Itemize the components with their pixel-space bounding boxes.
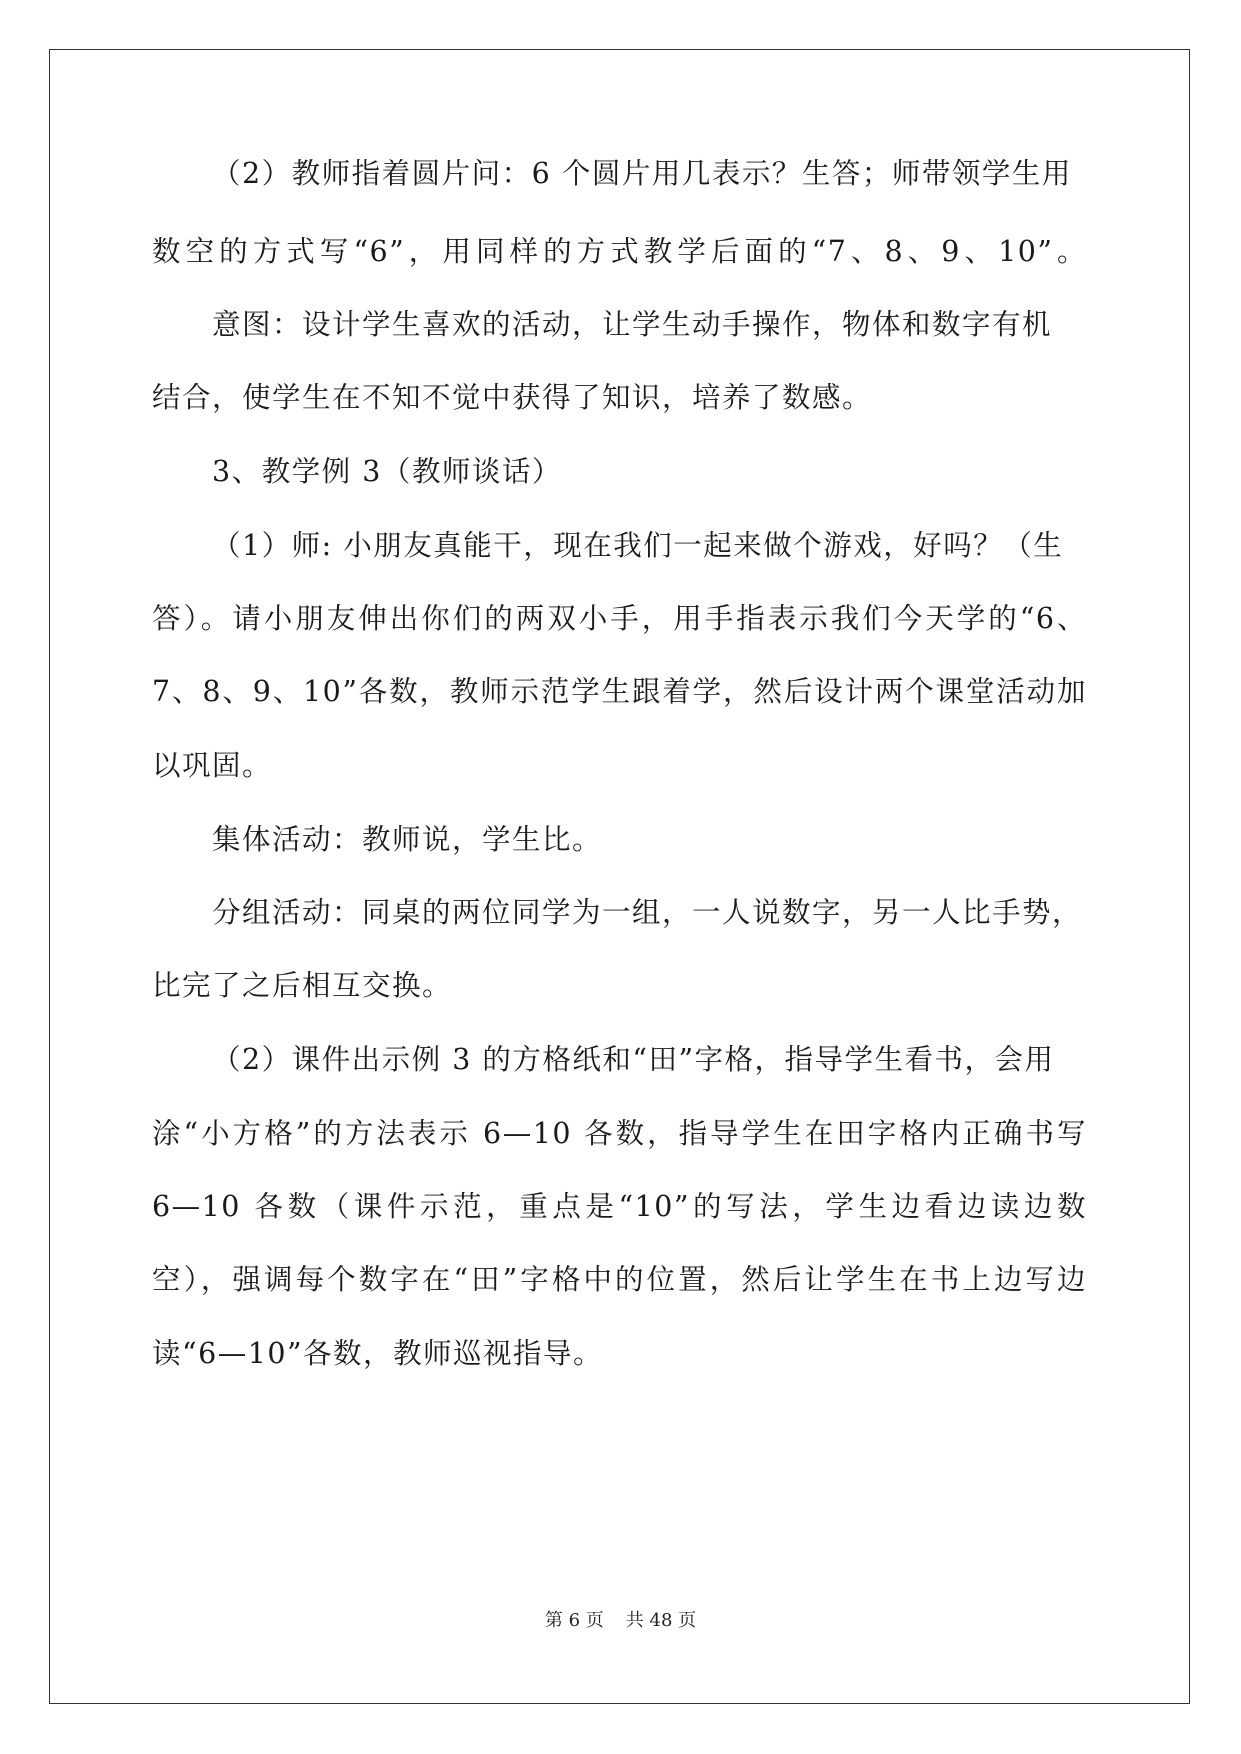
paragraph-line: 意图：设计学生喜欢的活动，让学生动手操作，物体和数字有机 [212,308,1053,341]
paragraph-line: 7、8、9、10”各数，教师示范学生跟着学，然后设计两个课堂活动加 [152,675,1087,708]
paragraph-line: 集体活动：教师说，学生比。 [212,823,603,856]
page-border [49,49,1190,1704]
paragraph-line: 涂“小方格”的方法表示 6—10 各数，指导学生在田字格内正确书写 [152,1117,1087,1150]
page-number: 第 6 页 [544,1610,604,1631]
paragraph-line: 比完了之后相互交换。 [152,969,453,1002]
paragraph-line: 空），强调每个数字在“田”字格中的位置，然后让学生在书上边写边 [152,1263,1087,1296]
paragraph-line: 以巩固。 [152,749,273,782]
paragraph-line: （2）课件出示例 3 的方格纸和“田”字格，指导学生看书，会用 [212,1043,1055,1076]
paragraph-line: 分组活动：同桌的两位同学为一组，一人说数字，另一人比手势， [212,896,1083,929]
page-total: 共 48 页 [625,1610,697,1631]
paragraph-line: 6—10 各数（课件示范，重点是“10”的写法，学生边看边读边数 [152,1190,1087,1223]
section-heading: 3、教学例 3（教师谈话） [212,455,562,488]
paragraph-line: 读“6—10”各数，教师巡视指导。 [152,1337,604,1370]
paragraph-line: 数空的方式写“6”，用同样的方式教学后面的“7、8、9、10”。 [152,235,1087,268]
paragraph-line: 答）。请小朋友伸出你们的两双小手，用手指表示我们今天学的“6、 [152,602,1087,635]
paragraph-line: 结合，使学生在不知不觉中获得了知识，培养了数感。 [152,381,873,414]
page-footer [0,1606,1241,1632]
paragraph-line: （2）教师指着圆片问：6 个圆片用几表示？生答；师带领学生用 [212,157,1072,190]
paragraph-line: （1）师: 小朋友真能干，现在我们一起来做个游戏，好吗？（生 [212,529,1064,562]
